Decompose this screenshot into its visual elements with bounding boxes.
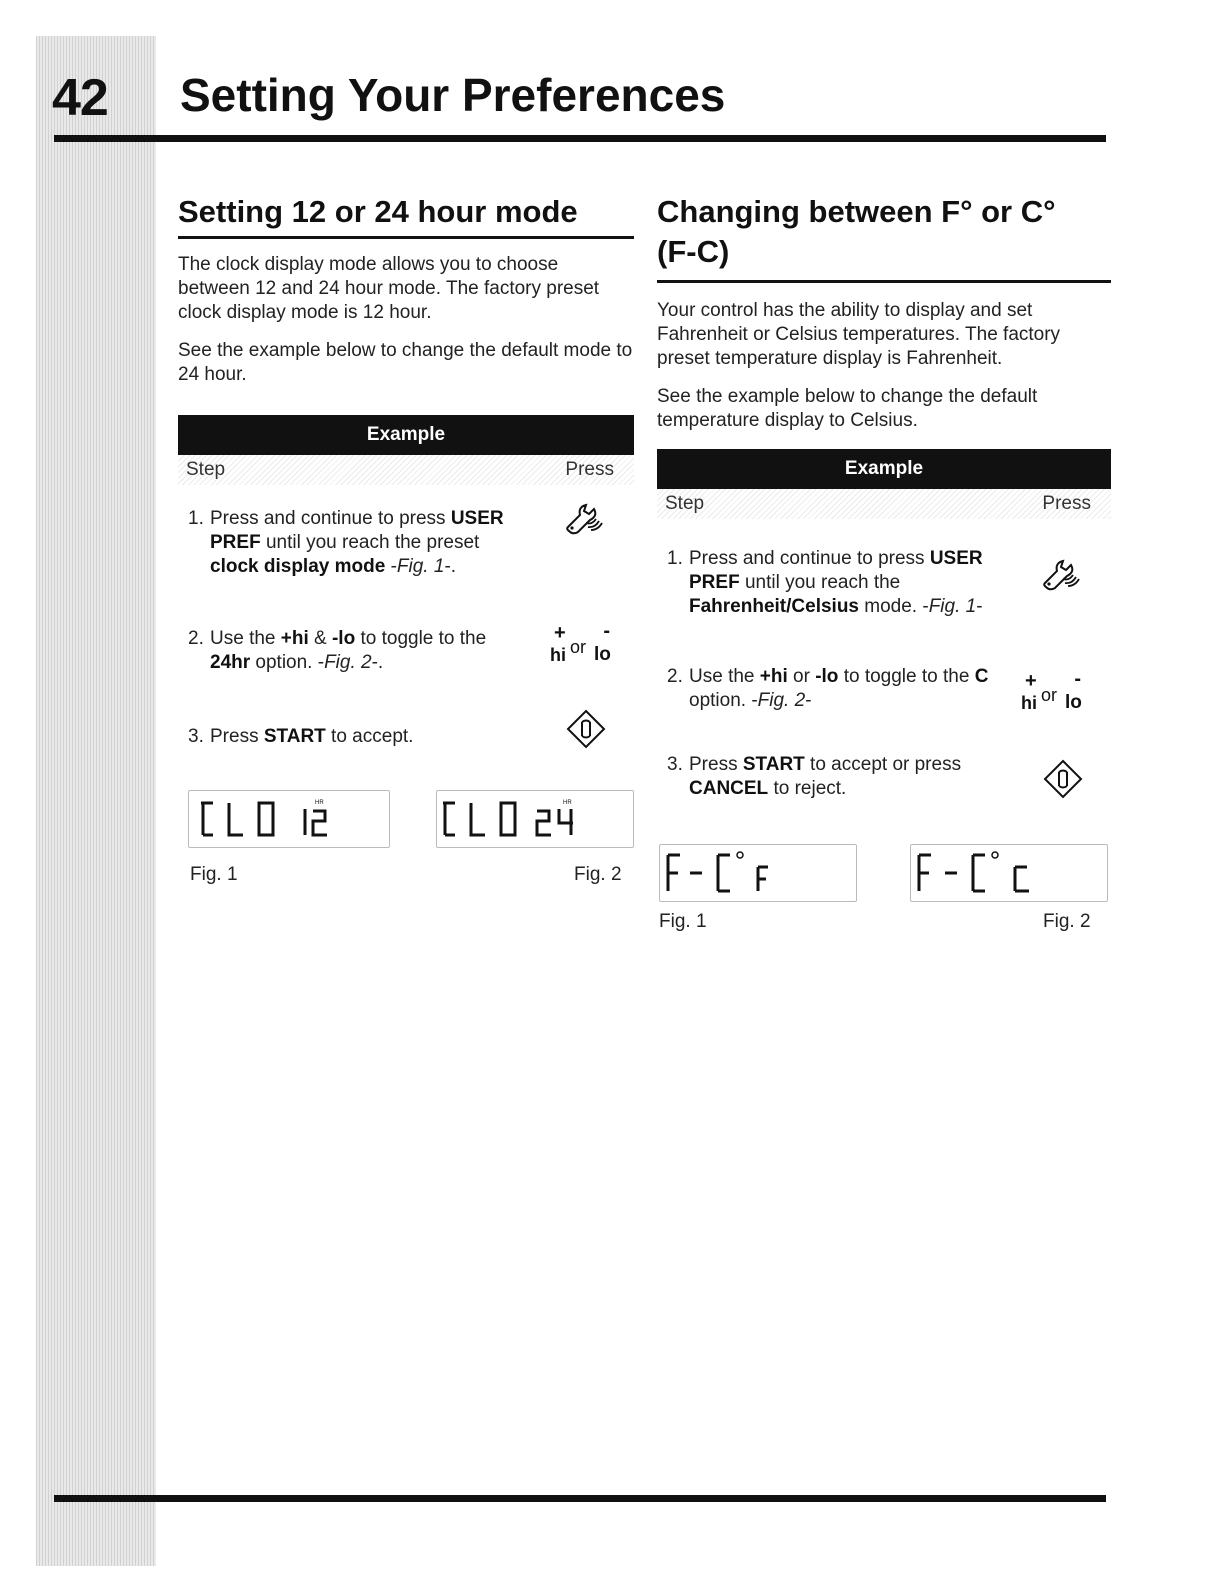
figure-ref: Fig. 2	[324, 652, 372, 673]
step-item	[178, 620, 634, 675]
hi-label: hi	[550, 645, 566, 665]
mode-name: clock display mode	[210, 556, 386, 577]
step-number: 3.	[667, 754, 683, 775]
paragraph: See the example below to change the default temperature display to Celsius.	[657, 386, 1038, 431]
section-title: Changing between F° or C° (F-C)	[657, 194, 1056, 269]
paragraph: See the example below to change the default mode to 24 hour.	[178, 340, 633, 385]
bottom-rule	[54, 1495, 1106, 1502]
step-text: Press START to accept or press CANCEL to reject.	[689, 754, 962, 799]
step-column-header: Step	[665, 493, 705, 514]
hr-indicator: HR	[563, 800, 572, 806]
plus-sign: +	[554, 622, 566, 644]
minus-sign: -	[603, 620, 610, 642]
section-rule	[178, 236, 634, 239]
figure-ref: Fig. 1	[396, 556, 445, 577]
step-text: Use the +hi or -lo to toggle to the C option. -Fig. 2-	[689, 666, 989, 711]
hi-lo-buttons	[550, 621, 616, 667]
step-header	[178, 455, 634, 485]
plus-sign: +	[1025, 670, 1037, 692]
step-list	[657, 519, 1111, 859]
step-item	[657, 753, 1111, 801]
lcd-display-fig1	[188, 790, 390, 848]
page-title: Setting Your Preferences	[180, 69, 726, 121]
figure-label: Fig. 1	[659, 911, 707, 932]
start-icon	[1043, 759, 1083, 806]
lcd-display-fig2	[910, 844, 1108, 902]
step-column-header: Step	[186, 459, 226, 480]
step-text: Press and continue to press USER PREF until you reach the preset clock display mode -Fig. 1-.	[210, 508, 504, 577]
minus-sign: -	[1074, 668, 1081, 690]
figure-label: Fig. 1	[190, 864, 238, 885]
or-label: or	[1041, 685, 1058, 705]
paragraph: The clock display mode allows you to choose between 12 and 24 hour mode. The factory preset clock display mode is 12 hour.	[178, 254, 600, 323]
section-rule	[657, 280, 1111, 283]
paragraph: Your control has the ability to display and set Fahrenheit or Celsius temperatures. The factory preset temperature display is Fahrenheit.	[657, 300, 1061, 369]
example-bar: Example	[657, 449, 1111, 489]
step-text: Press and continue to press USER PREF until you reach the Fahrenheit/Celsius mode. -Fig. 1-	[689, 548, 983, 617]
press-column-header: Press	[565, 459, 614, 480]
step-text: Press START to accept.	[210, 726, 414, 747]
figure-label: Fig. 2	[1043, 911, 1091, 932]
lcd-display-fig2	[436, 790, 634, 848]
hi-label: hi	[1021, 693, 1037, 713]
section-title: Setting 12 or 24 hour mode	[178, 194, 578, 229]
figure-ref: Fig. 2	[757, 690, 806, 711]
example-bar: Example	[178, 415, 634, 455]
step-list	[178, 485, 634, 815]
top-rule	[54, 135, 1106, 142]
hr-indicator: HR	[315, 800, 324, 806]
step-item	[657, 547, 1111, 619]
lcd-display-fig1	[659, 844, 857, 902]
button-name: USER PREF	[210, 508, 504, 553]
section-f-c	[657, 192, 1111, 859]
step-number: 1.	[667, 548, 683, 569]
page-number: 42	[52, 69, 108, 127]
user-pref-icon	[562, 501, 606, 542]
figure-ref: Fig. 1	[928, 596, 977, 617]
section-12-24-hour	[178, 192, 634, 815]
step-header	[657, 489, 1111, 519]
step-number: 2.	[667, 666, 683, 687]
start-icon	[566, 709, 606, 756]
step-number: 3.	[188, 726, 204, 747]
figure-label: Fig. 2	[574, 864, 622, 885]
step-item	[178, 507, 634, 579]
lo-label: lo	[594, 644, 611, 665]
step-text: Use the +hi & -lo to toggle to the 24hr option. -Fig. 2-.	[210, 628, 487, 673]
hi-lo-buttons	[1021, 669, 1087, 715]
step-number: 2.	[188, 628, 204, 649]
side-strip	[36, 36, 156, 1566]
press-column-header: Press	[1042, 493, 1091, 514]
step-number: 1.	[188, 508, 204, 529]
step-item	[178, 725, 634, 749]
or-label: or	[570, 637, 587, 657]
step-item	[657, 665, 1111, 713]
user-pref-icon	[1039, 557, 1083, 598]
lo-label: lo	[1065, 692, 1082, 713]
